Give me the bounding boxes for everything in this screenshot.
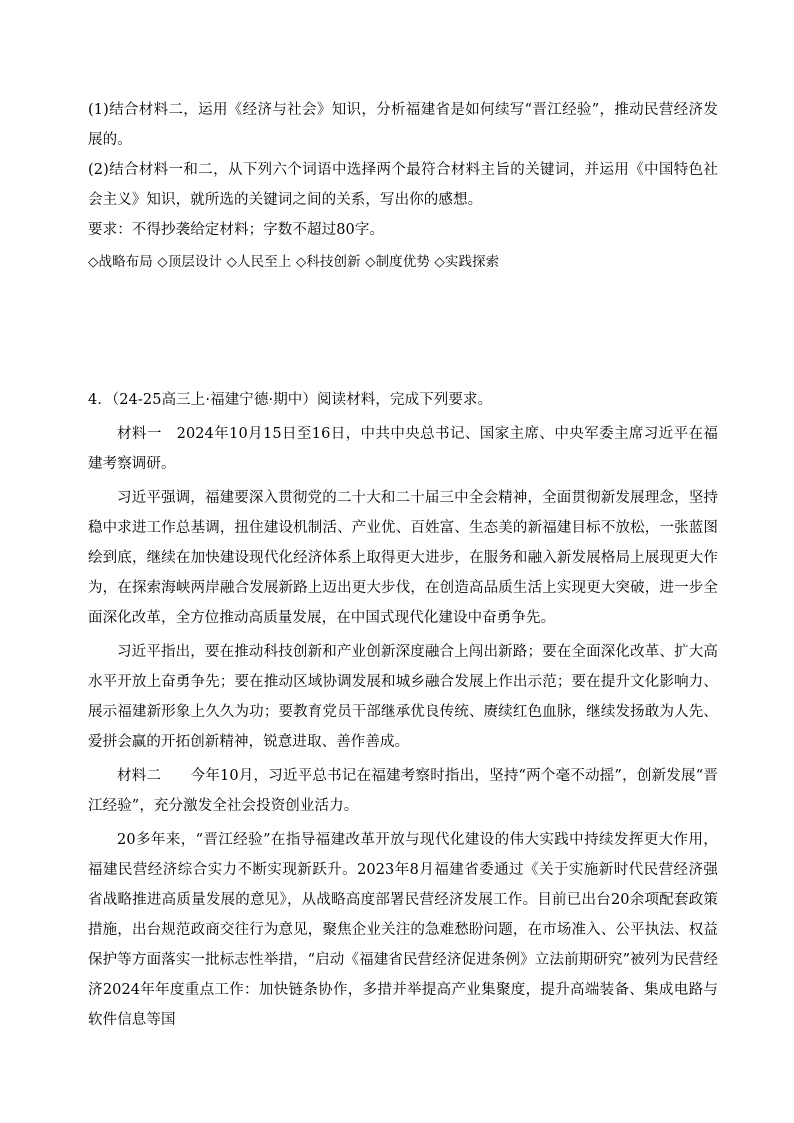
material-1-intro: 材料一 2024年10月15日至16日，中共中央总书记、国家主席、中央军委主席习近平在福建考察调研。 [88,426,718,472]
sub-question-2: (2)结合材料一和二，从下列六个词语中选择两个最符合材料主旨的关键词，并运用《中国特色社会主义》知识，就所选的关键词之间的关系，写出你的感想。 [88,162,718,208]
material-2-intro: 材料二 今年10月，习近平总书记在福建考察时指出，坚持“两个毫不动摇”，创新发展“晋江经验”，充分激发全社会投资创业活力。 [88,768,718,814]
sub-questions-section [88,95,718,277]
sub-question-1: (1)结合材料二，运用《经济与社会》知识，分析福建省是如何续写“晋江经验”，推动民营经济发展的。 [88,102,718,148]
material-2-paragraph-2: 20多年来，“晋江经验”在指导福建改革开放与现代化建设的伟大实践中持续发挥更大作用，福建民营经济综合实力不断实现新跃升。2023年8月福建省委通过《关于实施新时代民营经济强省战略推进高质量发展的意见》，从战略高度部署民营经济发展工作。目前已出台20余项配套政策措施，出台规范政商交往行为意见，聚焦企业关注的急难愁盼问题，在市场准入、公平执法、权益保护等方面落实一批标志性举措，“启动《福建省民营经济促进条例》立法前期研究”被列为民营经济2024年年度重点工作：加快链条协作，多措并举提高产业集聚度，提升高端装备、集成电路与软件信息等国 [88,832,718,1028]
material-1-paragraph-3: 习近平指出，要在推动科技创新和产业创新深度融合上闯出新路；要在全面深化改革、扩大高水平开放上奋勇争先；要在推动区域协调发展和城乡融合发展上作出示范；要在提升文化影响力、展示福建新形象上久久为功；要教育党员干部继承优良传统、赓续红色血脉，继续发扬敢为人先、爱拼会赢的开拓创新精神，锐意进取、善作善成。 [88,644,718,750]
material-1-paragraph-2: 习近平强调，福建要深入贯彻党的二十大和二十届三中全会精神，全面贯彻新发展理念，坚持稳中求进工作总基调，扭住建设机制活、产业优、百姓富、生态美的新福建目标不放松，一张蓝图绘到底，继续在加快建设现代化经济体系上取得更大进步，在服务和融入新发展格局上展现更大作为，在探索海峡两岸融合发展新路上迈出更大步伐，在创造高品质生活上实现更大突破，进一步全面深化改革，全方位推动高质量发展，在中国式现代化建设中奋勇争先。 [88,490,718,626]
question-4-heading: 4．（24-25高三上·福建宁德·期中）阅读材料，完成下列要求。 [88,392,493,408]
keyword-options: ◇战略布局 ◇顶层设计 ◇人民至上 ◇科技创新 ◇制度优势 ◇实践探索 [88,254,500,270]
question-4-section [88,385,718,1039]
answer-requirement: 要求：不得抄袭给定材料；字数不超过80字。 [88,222,385,238]
